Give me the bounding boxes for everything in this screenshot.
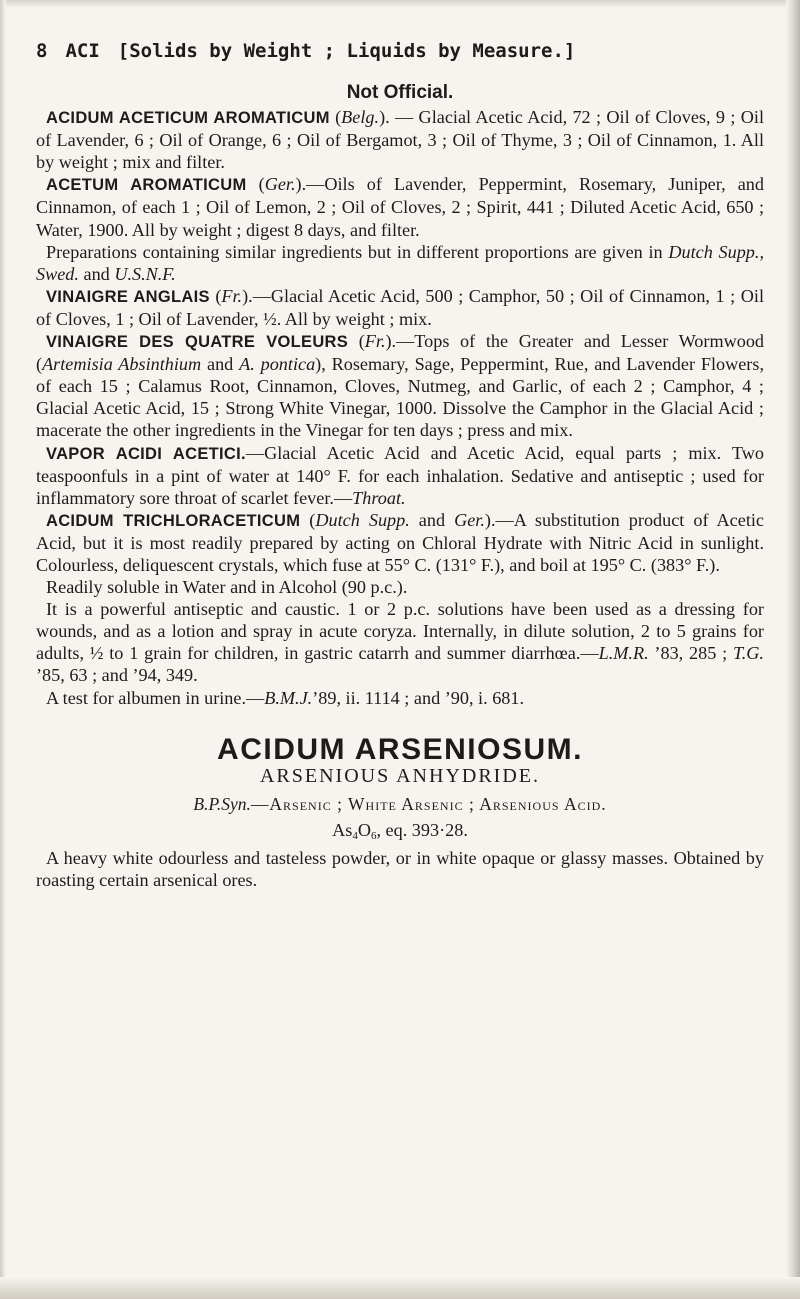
journal-ref: L.M.R. xyxy=(598,643,649,664)
formula-subscript: 6 xyxy=(370,829,377,842)
entry-text: —Glacial Acetic Acid, 500 ; Camphor, 50 ; Oil of Cinnamon, 1 ; Oil of Cloves, 1 ; Oil of Lavender, ½. All by weight ; mix. xyxy=(36,285,764,329)
entry-source: Ger. xyxy=(264,174,296,195)
entry-vapor-acidi-acetici xyxy=(36,442,764,509)
page-number: 8 xyxy=(36,40,48,62)
para-text: ’89, ii. 1114 ; and ’90, i. 681. xyxy=(312,687,525,708)
entry-head: VINAIGRE DES QUATRE VOLEURS xyxy=(46,333,349,352)
synonyms-label: B.P.Syn. xyxy=(193,793,251,814)
prep-ref-2: U.S.N.F. xyxy=(114,263,176,284)
entry-source: Fr. xyxy=(221,285,243,306)
entry-vinaigre-anglais: VINAIGRE ANGLAIS (Fr.).—Glacial Acetic Acid, 500 ; Camphor, 50 ; Oil of Cinnamon, 1 ; Oil of Cloves, 1 ; Oil of Lavender, ½. All by weight ; mix. xyxy=(36,285,764,329)
running-title: ACI xyxy=(65,40,100,62)
page-edge-top xyxy=(0,0,800,8)
journal-ref: B.M.J. xyxy=(264,687,313,708)
prep-text: Preparations containing similar ingredients but in different proportions are given in xyxy=(46,241,669,262)
entry-source: Dutch Supp. xyxy=(315,509,410,530)
para-text: ’85, 63 ; and ’94, 349. xyxy=(36,665,198,686)
chemical-formula xyxy=(36,819,764,841)
entry-text: ), Rosemary, Sage, Peppermint, Rue, and Lavender Flowers, of each 15 ; Calamus Root, Cinnamon, Cloves, Nutmeg, and Garlic, of each 2 ; Camphor, 4 ; Glacial Acetic Acid, 15 ; Strong White Vinegar, 1000. Dissolve the Camphor in the Glacial Acid ; macerate the other ingredients in the Vinegar for ten days ; press and mix. xyxy=(36,354,764,441)
entry-head: VINAIGRE ANGLAIS xyxy=(46,287,210,306)
entry-source-2: Ger. xyxy=(454,509,485,530)
page-edge-bottom xyxy=(0,1277,800,1299)
entry-head: ACIDUM TRICHLORACETICUM xyxy=(46,511,301,530)
section-title: Not Official. xyxy=(346,82,454,103)
monograph-title: ACIDUM ARSENIOSUM. xyxy=(217,732,583,766)
entry-text: and xyxy=(201,354,240,375)
para-text: A test for albumen in urine.— xyxy=(46,687,265,708)
synonyms-text: —Arsenic ; White Arsenic ; Arsenious Acid. xyxy=(250,793,607,814)
entry-head: ACIDUM ACETICUM AROMATICUM xyxy=(46,109,330,128)
formula-part: , eq. 393·28. xyxy=(376,819,468,840)
entry-head: VAPOR ACIDI ACETICI. xyxy=(46,444,246,463)
entry-text: —A substitution product of Acetic Acid, but it is most readily prepared by acting on Chloral Hydrate with Nitric Acid in sunlight. Colourless, deliquescent crystals, which fuse at 55° C. (131° F.), and boil at 195° C. (383° F.). xyxy=(36,509,765,575)
entry-ref: Throat. xyxy=(352,487,406,508)
uses-para xyxy=(36,598,764,686)
page-edge-left xyxy=(0,0,6,1299)
monograph-subtitle: ARSENIOUS ANHYDRIDE. xyxy=(259,764,540,787)
latin-name: A. pontica xyxy=(239,354,316,375)
entry-acetum-aromaticum: ACETUM AROMATICUM (Ger.).—Oils of Lavender, Peppermint, Rosemary, Juniper, and Cinnamon, of each 1 ; Oil of Lemon, 2 ; Oil of Cloves, 2 ; Spirit, 441 ; Diluted Acetic Acid, 650 ; Water, 1900. All by weight ; digest 8 days, and filter. xyxy=(36,174,764,240)
para-text: It is a powerful antiseptic and caustic. 1 or 2 p.c. solutions have been used as a dressing for wounds, and as a lotion and spray in acute coryza. Internally, in dilute solution, 2 to 5 grains for adults, ½ to 1 grain for children, in gastric catarrh and summer diarrhœa.— xyxy=(36,599,764,664)
entry-source: Fr. xyxy=(364,331,386,352)
entry-text: —Glacial Acetic Acid and Acetic Acid, equal parts ; mix. Two teaspoonfuls in a pint of water at 140° F. for each inhalation. Sedative and antiseptic ; used for inflammatory sore throat of scarlet fever.— xyxy=(36,442,764,508)
synonyms-line xyxy=(36,793,764,815)
running-header xyxy=(36,40,756,62)
preparations-note xyxy=(36,241,764,285)
entry-text: —Oils of Lavender, Peppermint, Rosemary, Juniper, and Cinnamon, of each 1 ; Oil of Lemon, 2 ; Oil of Cloves, 2 ; Spirit, 441 ; Diluted Acetic Acid, 650 ; Water, 1900. All by weight ; digest 8 days, and filter. xyxy=(36,174,764,240)
entry-head: ACETUM AROMATICUM xyxy=(46,176,247,195)
page-edge-right xyxy=(786,0,800,1299)
formula-subscript: 4 xyxy=(352,829,358,842)
solubility-para: Readily soluble in Water and in Alcohol (90 p.c.). xyxy=(46,577,408,598)
journal-ref: T.G. xyxy=(732,643,764,664)
albumen-test-para xyxy=(36,687,764,709)
entry-acidum-aceticum-aromaticum: ACIDUM ACETICUM AROMATICUM (Belg.). — Glacial Acetic Acid, 72 ; Oil of Cloves, 9 ; Oil of Lavender, 6 ; Oil of Orange, 6 ; Oil of Bergamot, 3 ; Oil of Thyme, 3 ; Oil of Cinnamon, 1. All by weight ; mix and filter. xyxy=(36,107,764,173)
formula-part: As xyxy=(332,819,353,840)
entry-text: — Glacial Acetic Acid, 72 ; Oil of Cloves, 9 ; Oil of Lavender, 6 ; Oil of Orange, 6 ; Oil of Bergamot, 3 ; Oil of Thyme, 3 ; Oil of Cinnamon, 1. All by weight ; mix and filter. xyxy=(36,107,764,173)
page-content xyxy=(36,82,764,891)
entry-source-and: and xyxy=(409,509,455,530)
latin-name: Artemisia Absinthium xyxy=(42,354,202,375)
formula-part: O xyxy=(357,819,371,840)
monograph-description: A heavy white odourless and tasteless powder, or in white opaque or glassy masses. Obtained by roasting certain arsenical ores. xyxy=(36,848,764,891)
entry-text: —Tops of the Greater and Lesser Wormwood ( xyxy=(36,331,765,375)
entry-source: Belg. xyxy=(341,107,380,128)
prep-text-mid: and xyxy=(78,263,115,284)
prep-ref-1: Dutch Supp., Swed. xyxy=(36,241,764,284)
para-text: ’83, 285 ; xyxy=(648,643,733,664)
header-note: [Solids by Weight ; Liquids by Measure.] xyxy=(117,40,576,62)
entry-vinaigre-quatre-voleurs: VINAIGRE DES QUATRE VOLEURS (Fr.).—Tops of the Greater and Lesser Wormwood (Artemisia Absinthium and A. pontica), Rosemary, Sage, Peppermint, Rue, and Lavender Flowers, of each 15 ; Calamus Root, Cinnamon, Cloves, Nutmeg, and Garlic, of each 2 ; Camphor, 4 ; Glacial Acetic Acid, 15 ; Strong White Vinegar, 1000. Dissolve the Camphor in the Glacial Acid ; macerate the other ingredients in the Vinegar for ten days ; press and mix. xyxy=(36,331,765,441)
entry-acidum-trichloraceticum: ACIDUM TRICHLORACETICUM (Dutch Supp. and Ger.).—A substitution product of Acetic Acid, but it is most readily prepared by acting on Chloral Hydrate with Nitric Acid in sunlight. Colourless, deliquescent crystals, which fuse at 55° C. (131° F.), and boil at 195° C. (383° F.). xyxy=(36,509,765,575)
